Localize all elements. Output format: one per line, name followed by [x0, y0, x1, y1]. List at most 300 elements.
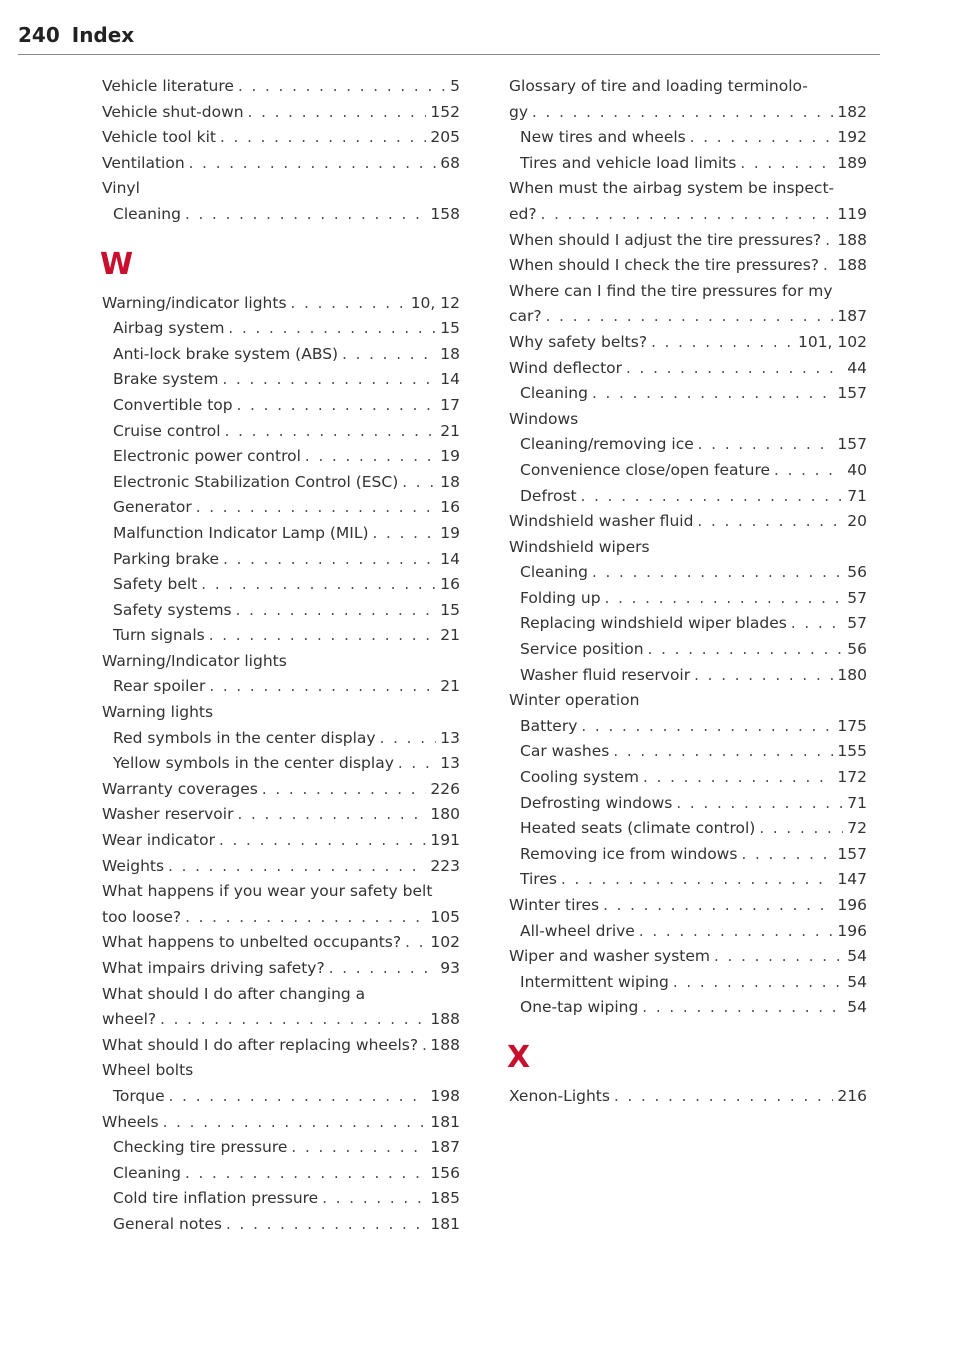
entry-page: 180 [837, 665, 867, 684]
entry-text: Defrosting windows [520, 793, 673, 812]
entry-page: 44 [847, 358, 867, 377]
entry-text: Xenon-Lights [509, 1086, 610, 1105]
index-entry [509, 637, 867, 663]
leader-dots [639, 924, 834, 939]
entry-page: 72 [847, 819, 867, 838]
entry-text: Washer fluid reservoir [520, 665, 691, 684]
index-entry [102, 802, 460, 828]
index-entry [102, 100, 460, 126]
entry-page: 10, 12 [410, 293, 460, 312]
entry-page: 19 [440, 447, 460, 466]
entry-text: Cooling system [520, 768, 640, 787]
index-entry [509, 151, 867, 177]
entry-page: 182 [837, 102, 867, 121]
entry-group [102, 291, 460, 880]
index-entry [102, 674, 460, 700]
entry-page: 18 [440, 472, 460, 491]
section-letter-w: W [100, 246, 134, 282]
entry-page: 191 [430, 831, 460, 850]
leader-dots [592, 386, 833, 401]
index-entry [509, 407, 867, 433]
entry-page: 17 [440, 395, 460, 414]
entry-text: Torque [113, 1086, 165, 1105]
entry-page: 16 [440, 498, 460, 517]
entry-text: Electronic Stabilization Control (ESC) [113, 472, 399, 491]
entry-text: Tires [520, 870, 557, 889]
leader-dots [209, 679, 436, 694]
entry-page: 15 [440, 600, 460, 619]
entry-text: Rear spoiler [113, 677, 206, 696]
index-entry [102, 1186, 460, 1212]
index-entry [102, 1135, 460, 1161]
index-entry [509, 791, 867, 817]
index-entry [102, 1033, 460, 1059]
entry-text: Washer reservoir [102, 805, 234, 824]
entry-page: 158 [430, 204, 460, 223]
entry-group [102, 930, 460, 981]
leader-dots [305, 449, 436, 464]
entry-page: 68 [440, 153, 460, 172]
entry-page: 172 [837, 768, 867, 787]
index-entry [509, 893, 867, 919]
index-entry [102, 1084, 460, 1110]
entry-text: Wear indicator [102, 831, 215, 850]
index-entry [509, 765, 867, 791]
section-letter-x: X [507, 1039, 531, 1075]
index-entry [102, 521, 460, 547]
index-entry [509, 867, 867, 893]
entry-text: Heated seats (climate control) [520, 819, 756, 838]
index-entry [509, 228, 867, 254]
leader-dots [220, 130, 426, 145]
entry-text: General notes [113, 1214, 223, 1233]
index-entry [102, 649, 460, 675]
entry-text: Winter tires [509, 896, 600, 914]
entry-page: 56 [847, 563, 867, 582]
leader-dots [592, 565, 843, 580]
index-entry [102, 444, 460, 470]
page-title: Index [71, 23, 135, 47]
entry-page: 175 [837, 716, 867, 735]
leader-dots [643, 770, 833, 785]
leader-dots [613, 744, 833, 759]
index-entry [509, 739, 867, 765]
index-entry [509, 432, 867, 458]
index-entry [102, 777, 460, 803]
entry-text: Cleaning [113, 1163, 181, 1182]
leader-dots [402, 475, 436, 490]
entry-text: Warning/Indicator lights [102, 651, 287, 670]
index-entry [102, 726, 460, 752]
entry-text: Cruise control [113, 421, 221, 440]
leader-dots [225, 424, 437, 439]
leader-dots [561, 872, 833, 887]
index-entry [509, 100, 867, 126]
entry-text: One-tap wiping [520, 998, 639, 1017]
leader-dots [209, 628, 437, 643]
index-entry [509, 586, 867, 612]
index-entry [509, 304, 867, 330]
leader-dots [694, 668, 833, 683]
index-entry [102, 1212, 460, 1238]
entry-page: 119 [837, 204, 867, 223]
leader-dots [373, 526, 437, 541]
leader-dots [714, 949, 843, 964]
entry-page: 180 [430, 805, 460, 824]
leader-dots [262, 782, 427, 797]
entry-text: Tires and vehicle load limits [520, 153, 737, 172]
entry-page: 13 [440, 728, 460, 747]
entry-text: Wind deflector [509, 358, 623, 377]
leader-dots [532, 105, 833, 120]
index-entry [509, 330, 867, 356]
index-column-right [509, 74, 867, 1110]
entry-page: 21 [440, 421, 460, 440]
leader-dots [237, 807, 426, 822]
index-entry [509, 484, 867, 510]
leader-dots [322, 1191, 426, 1206]
index-entry [102, 956, 460, 982]
index-entry [102, 291, 460, 317]
entry-text: ed? [509, 204, 537, 223]
index-entry [509, 919, 867, 945]
index-entry [509, 381, 867, 407]
entry-page: 20 [847, 512, 867, 531]
entry-text: Warning lights [102, 703, 214, 722]
entry-page: 187 [430, 1138, 460, 1157]
entry-page: 155 [837, 742, 867, 761]
leader-dots [651, 335, 794, 350]
leader-dots [189, 156, 437, 171]
entry-page: 188 [837, 256, 867, 275]
index-entry-line: What should I do after changing a [102, 984, 366, 1003]
entry-page: 19 [440, 523, 460, 542]
entry-page: 14 [440, 549, 460, 568]
entry-page: 185 [430, 1189, 460, 1208]
entry-page: 216 [837, 1086, 867, 1105]
leader-dots [169, 1089, 427, 1104]
leader-dots [825, 233, 833, 248]
entry-text: Windshield washer fluid [509, 512, 694, 531]
page-number: 240 [18, 23, 60, 47]
entry-page: 71 [847, 793, 867, 812]
entry-group [509, 125, 867, 176]
index-column-left [102, 74, 460, 1238]
entry-page: 187 [837, 307, 867, 326]
entry-page: 156 [430, 1163, 460, 1182]
entry-text: Convenience close/open feature [520, 460, 771, 479]
entry-page: 189 [837, 153, 867, 172]
index-entry [509, 253, 867, 279]
entry-text: Wheel bolts [102, 1061, 194, 1080]
leader-dots [201, 577, 436, 592]
entry-text: Parking brake [113, 549, 220, 568]
entry-page: 105 [430, 907, 460, 926]
entry-text: Windows [509, 409, 579, 428]
index-entry [509, 816, 867, 842]
entry-text: Removing ice from windows [520, 844, 738, 863]
index-entry [509, 535, 867, 561]
index-entry [509, 458, 867, 484]
leader-dots [291, 1140, 426, 1155]
index-entry [102, 751, 460, 777]
entry-text: What impairs driving safety? [102, 959, 325, 977]
entry-text: When should I adjust the tire pressures? [509, 230, 822, 249]
index-entry [509, 688, 867, 714]
index-entry [102, 367, 460, 393]
index-entry [102, 202, 460, 228]
index-entry [509, 560, 867, 586]
entry-page: 102 [430, 933, 460, 952]
index-entry [102, 1058, 460, 1084]
entry-page: 15 [440, 319, 460, 338]
entry-text: Safety systems [113, 600, 232, 619]
entry-text: Airbag system [113, 319, 225, 338]
leader-dots [614, 1089, 833, 1104]
entry-text: car? [509, 307, 542, 326]
index-entry [102, 598, 460, 624]
index-entry [102, 547, 460, 573]
entry-text: Convertible top [113, 395, 233, 414]
leader-dots [223, 552, 436, 567]
leader-dots [329, 961, 437, 976]
entry-text: Warning/indicator lights [102, 293, 287, 312]
entry-page: 157 [837, 384, 867, 403]
leader-dots [185, 207, 426, 222]
entry-page: 93 [440, 959, 460, 977]
entry-text: Malfunction Indicator Lamp (MIL) [113, 523, 369, 542]
index-entry [509, 995, 867, 1021]
entry-page: 56 [847, 640, 867, 659]
index-entry [102, 176, 460, 202]
leader-dots [228, 321, 436, 336]
leader-dots [648, 642, 844, 657]
entry-page: 205 [430, 128, 460, 147]
entry-text: Vehicle shut-down [102, 102, 244, 121]
entry-text: What happens to unbelted occupants? [102, 933, 402, 952]
entry-text: Vinyl [102, 179, 140, 198]
entry-text: Folding up [520, 588, 601, 607]
leader-dots [541, 207, 834, 222]
leader-dots [185, 910, 426, 925]
leader-dots [380, 731, 437, 746]
leader-dots [774, 463, 843, 478]
index-entry [102, 1007, 460, 1033]
entry-page: 18 [440, 344, 460, 363]
leader-dots [690, 130, 834, 145]
entry-group [509, 330, 867, 1021]
index-entry [102, 828, 460, 854]
index-entry [102, 393, 460, 419]
entry-page: 57 [847, 588, 867, 607]
index-entry [102, 572, 460, 598]
entry-page: 71 [847, 486, 867, 505]
entry-page: 157 [837, 435, 867, 454]
leader-dots [196, 500, 437, 515]
index-entry [102, 623, 460, 649]
leader-dots [398, 756, 436, 771]
entry-text: Why safety belts? [509, 332, 648, 351]
leader-dots [222, 372, 436, 387]
entry-text: Replacing windshield wiper blades [520, 614, 787, 633]
entry-page: 181 [430, 1214, 460, 1233]
entry-page: 101, 102 [797, 332, 867, 351]
entry-page: 16 [440, 575, 460, 594]
leader-dots [603, 898, 833, 913]
entry-page: 14 [440, 370, 460, 389]
entry-page: 188 [430, 1035, 460, 1054]
entry-page: 54 [847, 972, 867, 991]
entry-page: 181 [430, 1112, 460, 1131]
index-entry [102, 700, 460, 726]
entry-text: wheel? [102, 1010, 157, 1029]
entry-page: 188 [430, 1010, 460, 1029]
index-entry [102, 470, 460, 496]
leader-dots [405, 935, 426, 950]
entry-text: too loose? [102, 907, 182, 926]
entry-text: gy [509, 102, 529, 121]
entry-text: Defrost [520, 486, 577, 505]
entry-text: Brake system [113, 370, 219, 389]
leader-dots [546, 309, 834, 324]
entry-text: Winter operation [509, 691, 640, 710]
leader-dots [163, 1115, 427, 1130]
index-entry [509, 970, 867, 996]
entry-text: New tires and wheels [520, 128, 686, 147]
index-entry-line: Where can I find the tire pressures for my [509, 281, 833, 300]
entry-page: 54 [847, 998, 867, 1017]
index-entry [509, 842, 867, 868]
index-entry [102, 316, 460, 342]
entry-text: Weights [102, 856, 165, 875]
entry-page: 196 [837, 921, 867, 940]
entry-text: Electronic power control [113, 447, 301, 466]
leader-dots [823, 258, 833, 273]
leader-dots [642, 1000, 843, 1015]
entry-text: All-wheel drive [520, 921, 635, 940]
entry-text: Windshield wipers [509, 537, 650, 556]
entry-text: Cleaning [113, 204, 181, 223]
entry-text: Service position [520, 640, 644, 659]
index-entry [509, 944, 867, 970]
entry-page: 188 [837, 230, 867, 249]
entry-page: 157 [837, 844, 867, 863]
leader-dots [626, 361, 843, 376]
leader-dots [236, 603, 437, 618]
entry-text: Generator [113, 498, 192, 517]
entry-text: Ventilation [102, 153, 185, 172]
entry-text: Intermittent wiping [520, 972, 669, 991]
index-entry [509, 714, 867, 740]
entry-page: 21 [440, 677, 460, 696]
leader-dots [168, 859, 426, 874]
index-entry [102, 930, 460, 956]
leader-dots [676, 796, 843, 811]
leader-dots [581, 719, 833, 734]
entry-page: 226 [430, 779, 460, 798]
index-entry [102, 125, 460, 151]
entry-page: 147 [837, 870, 867, 889]
entry-text: Turn signals [113, 626, 205, 645]
entry-page: 5 [450, 77, 460, 95]
index-entry-line: Glossary of tire and loading terminolo- [509, 77, 808, 95]
leader-dots [605, 591, 844, 606]
leader-dots [791, 616, 843, 631]
entry-text: Cold tire inflation pressure [113, 1189, 319, 1208]
index-entry [102, 74, 460, 100]
entry-text: Vehicle tool kit [102, 128, 216, 147]
entry-text: Checking tire pressure [113, 1138, 288, 1157]
leader-dots [248, 105, 427, 120]
index-entry [102, 1161, 460, 1187]
index-entry-line: When must the airbag system be inspect- [509, 179, 835, 198]
entry-text: Car washes [520, 742, 610, 761]
entry-group [509, 1084, 867, 1110]
entry-text: Red symbols in the center display [113, 728, 376, 747]
entry-group [509, 228, 867, 279]
entry-text: What should I do after replacing wheels? [102, 1035, 419, 1054]
entry-page: 13 [440, 754, 460, 773]
entry-text: Vehicle literature [102, 77, 234, 95]
entry-text: Cleaning [520, 384, 588, 403]
leader-dots [697, 514, 843, 529]
index-entry-line: What happens if you wear your safety belt [102, 882, 433, 901]
leader-dots [237, 398, 437, 413]
entry-text: Yellow symbols in the center display [113, 754, 394, 773]
leader-dots [342, 347, 436, 362]
leader-dots [673, 975, 843, 990]
entry-group [102, 1033, 460, 1238]
entry-text: Cleaning/removing ice [520, 435, 694, 454]
index-entry [509, 611, 867, 637]
leader-dots [741, 847, 833, 862]
index-entry [102, 419, 460, 445]
leader-dots [422, 1038, 426, 1053]
entry-page: 223 [430, 856, 460, 875]
leader-dots [226, 1217, 426, 1232]
entry-page: 152 [430, 102, 460, 121]
entry-text: Safety belt [113, 575, 198, 594]
entry-page: 21 [440, 626, 460, 645]
leader-dots [698, 437, 834, 452]
index-entry [102, 151, 460, 177]
entry-page: 54 [847, 947, 867, 966]
page-header [18, 20, 880, 55]
entry-text: Wheels [102, 1112, 159, 1131]
entry-text: Battery [520, 716, 578, 735]
leader-dots [238, 79, 446, 94]
entry-page: 198 [430, 1086, 460, 1105]
index-entry [509, 125, 867, 151]
index-entry [509, 663, 867, 689]
entry-text: When should I check the tire pressures? [509, 256, 820, 275]
index-entry [509, 356, 867, 382]
entry-group [102, 74, 460, 228]
leader-dots [185, 1166, 426, 1181]
leader-dots [740, 156, 833, 171]
index-entry [509, 202, 867, 228]
leader-dots [581, 489, 844, 504]
entry-text: Wiper and washer system [509, 947, 711, 966]
entry-text: Cleaning [520, 563, 588, 582]
leader-dots [291, 296, 407, 311]
entry-page: 196 [837, 896, 867, 914]
entry-page: 192 [837, 128, 867, 147]
leader-dots [160, 1012, 426, 1027]
entry-page: 57 [847, 614, 867, 633]
leader-dots [219, 833, 426, 848]
index-entry [102, 905, 460, 931]
